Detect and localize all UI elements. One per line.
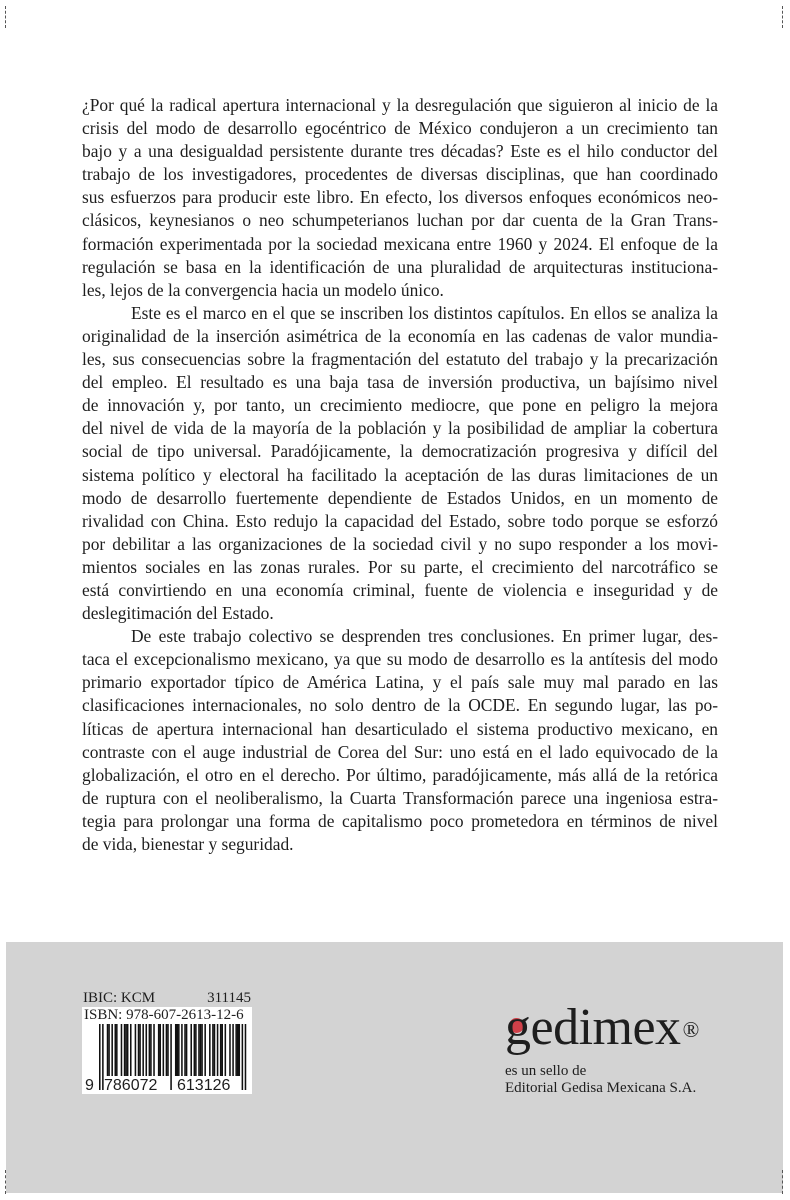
barcode-bar bbox=[115, 1024, 117, 1076]
barcode-bar bbox=[121, 1024, 123, 1076]
barcode-bar bbox=[201, 1024, 203, 1076]
ibic-label: IBIC: KCM bbox=[83, 990, 156, 1006]
barcode-bar bbox=[209, 1024, 211, 1076]
barcode-bar bbox=[204, 1024, 206, 1076]
text-line: del nivel de vida de la mayoría de la población y la posibilidad de ampliar la cobertura bbox=[82, 418, 718, 439]
text-line: crisis del modo de desarrollo egocéntrico de México condujeron a un crecimiento tan bbox=[82, 118, 718, 139]
text-line: está convirtiendo en una economía criminal, fuente de violencia e inseguridad y de bbox=[82, 579, 718, 600]
publisher-logo bbox=[505, 1000, 699, 1056]
text-line: de ruptura con el neoliberalismo, la Cuarta Transformación parece una ingeniosa estra- bbox=[82, 787, 718, 808]
barcode-bar bbox=[186, 1024, 188, 1076]
barcode-bar bbox=[214, 1024, 216, 1076]
text-line: de vida, bienestar y seguridad. bbox=[82, 834, 294, 854]
barcode-bar bbox=[139, 1024, 141, 1076]
barcode-bar bbox=[225, 1024, 227, 1076]
barcode-bar bbox=[99, 1024, 101, 1090]
barcode-bar bbox=[239, 1024, 241, 1076]
barcode-bar bbox=[153, 1024, 155, 1076]
barcode-bar bbox=[124, 1024, 126, 1076]
barcode-bar bbox=[198, 1024, 200, 1076]
barcode-bar bbox=[163, 1024, 165, 1076]
imprint-line-1: es un sello de bbox=[505, 1063, 587, 1079]
barcode-bars bbox=[82, 1024, 252, 1094]
text-line: rivalidad con China. Esto redujo la capacidad del Estado, sobre todo porque se esforzó bbox=[82, 510, 718, 531]
text-line: regulación se basa en la identificación de una pluralidad de arquitecturas instituciona- bbox=[82, 256, 718, 277]
barcode-bar bbox=[184, 1024, 186, 1076]
barcode-bar bbox=[195, 1024, 197, 1076]
crop-mark-bottom-left bbox=[5, 1170, 6, 1194]
blurb-text bbox=[82, 94, 718, 856]
barcode-bar bbox=[178, 1024, 180, 1076]
barcode-lead-digit: 9 bbox=[85, 1077, 94, 1094]
barcode-bar bbox=[190, 1024, 192, 1076]
text-line: social de tipo universal. Paradójicamente, la democratización progresiva y difícil del bbox=[82, 441, 718, 462]
text-line: por debilitar a las organizaciones de la sociedad civil y no supo responder a los movi- bbox=[82, 533, 718, 554]
crop-mark-top-right bbox=[782, 6, 783, 28]
barcode-bar bbox=[167, 1024, 169, 1076]
logo-g: g bbox=[505, 999, 531, 1056]
text-line: del empleo. El resultado es una baja tasa de inversión productiva, un bajísimo nivel bbox=[82, 372, 718, 393]
text-line: tegia para prolongar una forma de capitalismo poco prometedora en términos de nivel bbox=[82, 810, 718, 831]
barcode-bar bbox=[158, 1024, 160, 1076]
barcode-bar bbox=[125, 1024, 127, 1076]
barcode-bar bbox=[242, 1024, 244, 1090]
barcode-bar bbox=[177, 1024, 179, 1076]
text-line: Este es el marco en el que se inscriben los distintos capítulos. En ellos se analiza la bbox=[131, 302, 718, 323]
text-line: deslegitimación del Estado. bbox=[82, 603, 274, 624]
text-line: De este trabajo colectivo se desprenden tres conclusiones. En primer lugar, des- bbox=[131, 626, 718, 647]
barcode-bar bbox=[194, 1024, 196, 1076]
text-line: de innovación y, por tanto, un crecimiento mediocre, que pone en peligro la mejora bbox=[82, 395, 718, 416]
barcode-bar bbox=[229, 1024, 231, 1076]
barcode-bar bbox=[170, 1024, 172, 1090]
text-line: mientos sociales en las zonas rurales. Por su parte, el crecimiento del narcotráfico se bbox=[82, 556, 718, 577]
text-line: ¿Por qué la radical apertura internacional y la desregulación que siguieron al inicio de la bbox=[82, 95, 718, 115]
barcode-bar bbox=[138, 1024, 140, 1076]
barcode-bar bbox=[159, 1024, 161, 1076]
text-line: les, sus consecuencias sobre la fragmentación del estatuto del trabajo y la precarización bbox=[82, 349, 718, 370]
barcode-bar bbox=[200, 1024, 202, 1076]
barcode-bar bbox=[212, 1024, 214, 1076]
barcode-bar bbox=[150, 1024, 152, 1076]
barcode-bar bbox=[116, 1024, 118, 1076]
barcode-bar bbox=[107, 1024, 109, 1076]
text-line: contraste con el auge industrial de Corea del Sur: uno está en el lado equivocado de la bbox=[82, 741, 718, 762]
barcode-bar bbox=[232, 1024, 234, 1076]
barcode-bar bbox=[235, 1024, 237, 1076]
text-line: formación experimentada por la sociedad mexicana entre 1960 y 2024. El enfoque de la bbox=[82, 233, 718, 254]
text-line: clasificaciones internacionales, no solo dentro de la OCDE. En segundo lugar, las po- bbox=[82, 695, 718, 716]
barcode-bar bbox=[217, 1024, 219, 1076]
text-line: bajo y a una desigualdad persistente durante tres décadas? Este es el hilo conductor del bbox=[82, 141, 718, 162]
text-line: trabajo de los investigadores, procedentes de diversas disciplinas, que han coordinado bbox=[82, 164, 718, 185]
barcode-bar bbox=[220, 1024, 222, 1076]
crop-mark-bottom-right bbox=[782, 1170, 783, 1194]
barcode-left-digits: 786072 bbox=[104, 1077, 158, 1094]
text-line: modo de desarrollo fuertemente dependiente de Estados Unidos, en un momento de bbox=[82, 487, 718, 508]
barcode-bar bbox=[181, 1024, 183, 1076]
barcode-bar bbox=[142, 1024, 144, 1076]
ibic-code: 311145 bbox=[207, 990, 251, 1006]
barcode-bar bbox=[245, 1024, 247, 1090]
text-line: globalización, el otro en el derecho. Por último, paradójicamente, más allá de la retórica bbox=[82, 764, 718, 785]
imprint-line-2: Editorial Gedisa Mexicana S.A. bbox=[505, 1080, 697, 1096]
isbn-barcode bbox=[82, 1007, 252, 1094]
barcode-bar bbox=[111, 1024, 113, 1076]
barcode-bar bbox=[237, 1024, 239, 1076]
text-line: originalidad de la inserción asimétrica de la economía en las cadenas de valor mundia- bbox=[82, 325, 718, 346]
text-line: les, lejos de la convergencia hacia un modelo único. bbox=[82, 279, 444, 300]
barcode-bar bbox=[146, 1024, 148, 1076]
ibic-row bbox=[83, 990, 251, 1007]
barcode-bar bbox=[130, 1024, 132, 1076]
barcode-bar bbox=[127, 1024, 129, 1076]
barcode-bar bbox=[175, 1024, 177, 1076]
text-line: sus esfuerzos para producir este libro. En efecto, los diversos enfoques económicos neo- bbox=[82, 187, 718, 208]
text-line: sistema político y electoral ha facilitado la aceptación de las duras limitaciones de un bbox=[82, 464, 718, 485]
registered-mark: ® bbox=[682, 1017, 699, 1042]
logo-wordmark: edimex bbox=[530, 999, 681, 1056]
text-line: primario exportador típico de América Latina, y el país sale muy mal parado en las bbox=[82, 672, 718, 693]
text-line: clásicos, keynesianos o neo schumpeterianos luchan por dar cuenta de la Gran Trans- bbox=[82, 210, 718, 231]
barcode-bar bbox=[108, 1024, 110, 1076]
crop-mark-top-left bbox=[5, 6, 6, 28]
isbn-label: ISBN: 978-607-2613-12-6 bbox=[84, 1007, 244, 1023]
barcode-right-digits: 613126 bbox=[177, 1077, 231, 1094]
barcode-bar bbox=[166, 1024, 168, 1076]
text-line: líticas de apertura internacional han desarticulado el sistema productivo mexicano, en bbox=[82, 718, 718, 739]
barcode-bar bbox=[221, 1024, 223, 1076]
barcode-bar bbox=[135, 1024, 137, 1076]
text-line: taca el excepcionalismo mexicano, ya que su modo de desarrollo es la antítesis del modo bbox=[82, 649, 718, 670]
barcode-bar bbox=[149, 1024, 151, 1076]
